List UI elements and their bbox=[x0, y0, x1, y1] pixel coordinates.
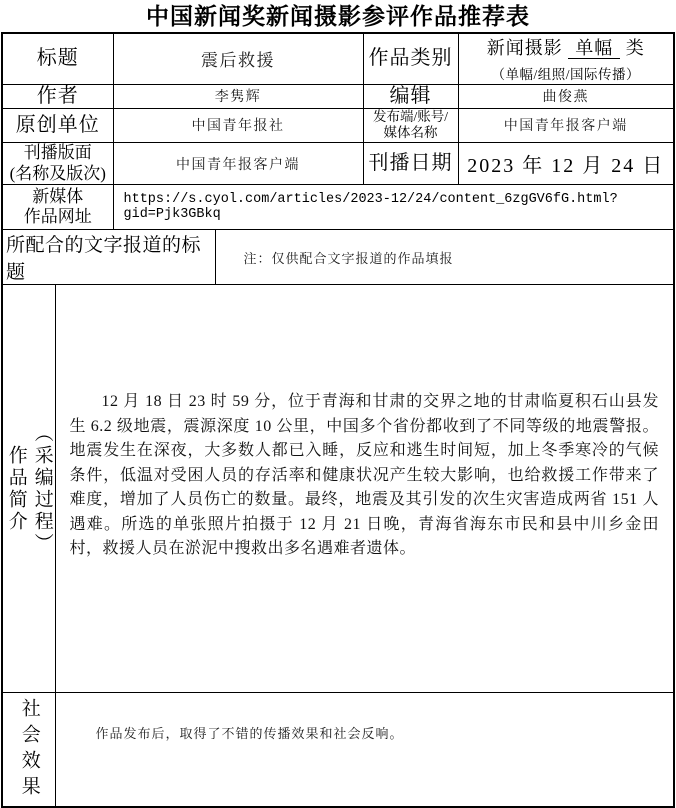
url-value-cell bbox=[113, 185, 674, 230]
recommendation-form-table bbox=[1, 32, 675, 808]
row-author bbox=[2, 84, 674, 108]
page-label-line1: 刊播版面 bbox=[23, 143, 92, 163]
date-label-cell bbox=[363, 143, 458, 185]
author-label-cell bbox=[2, 84, 113, 108]
channel-value-cell bbox=[458, 108, 674, 143]
page-value-cell bbox=[113, 143, 363, 185]
org-value-cell bbox=[113, 108, 363, 143]
channel-label-cell bbox=[363, 108, 458, 143]
category-prefix: 新闻摄影 bbox=[486, 38, 563, 59]
url-label-line2: 作品网址 bbox=[23, 207, 92, 227]
url-value: https://s.cyol.com/articles/2023-12/24/content_6zgGV6fG.html?gid=Pjk3GBkq bbox=[123, 192, 618, 223]
title-label-cell bbox=[2, 33, 113, 84]
row-social bbox=[2, 693, 674, 807]
category-underlined-choice: 单幅 bbox=[568, 38, 620, 59]
url-label-cell bbox=[2, 185, 113, 230]
row-text-report bbox=[2, 230, 674, 285]
category-suffix: 类 bbox=[625, 38, 645, 59]
intro-label-cell bbox=[2, 285, 55, 693]
title-value: 震后救援 bbox=[201, 51, 275, 71]
author-label: 作者 bbox=[36, 84, 79, 107]
title-label: 标题 bbox=[36, 47, 79, 70]
editor-label: 编辑 bbox=[389, 84, 432, 107]
title-value-cell bbox=[113, 33, 363, 84]
text-report-note-cell bbox=[215, 230, 674, 285]
date-value-cell bbox=[458, 143, 674, 185]
category-label: 作品类别 bbox=[368, 47, 453, 70]
category-value-line bbox=[459, 34, 674, 60]
category-label-cell bbox=[363, 33, 458, 84]
text-report-label: 所配合的文字报道的标题 bbox=[6, 235, 202, 284]
row-intro bbox=[2, 285, 674, 693]
row-publication bbox=[2, 143, 674, 185]
row-title bbox=[2, 33, 674, 84]
editor-value-cell bbox=[458, 84, 674, 108]
row-url bbox=[2, 185, 674, 230]
page-title: 中国新闻奖新闻摄影参评作品推荐表 bbox=[146, 3, 530, 29]
row-org bbox=[2, 108, 674, 143]
category-options: （单幅/组照/国际传播） bbox=[491, 67, 640, 83]
intro-text-cell bbox=[55, 285, 674, 693]
text-report-note: 注：仅供配合文字报道的作品填报 bbox=[243, 250, 454, 266]
channel-label-line2: 媒体名称 bbox=[383, 125, 438, 141]
page-label-cell bbox=[2, 143, 113, 185]
social-text-cell bbox=[55, 693, 674, 807]
social-text: 作品发布后，取得了不错的传播效果和社会反响。 bbox=[95, 726, 404, 742]
date-label: 刊播日期 bbox=[368, 152, 453, 175]
page-value: 中国青年报客户端 bbox=[176, 157, 300, 173]
intro-label bbox=[3, 423, 55, 555]
intro-label-col-right: （采编过程） bbox=[31, 422, 53, 555]
social-label-cell bbox=[2, 693, 55, 807]
text-report-label-cell bbox=[2, 230, 215, 285]
org-value: 中国青年报社 bbox=[191, 119, 285, 135]
org-label: 原创单位 bbox=[15, 113, 100, 136]
page-label-line2: (名称及版次) bbox=[9, 163, 106, 183]
intro-label-col-left: 作品简介 bbox=[5, 444, 27, 533]
url-label-line1: 新媒体 bbox=[32, 186, 84, 206]
org-label-cell bbox=[2, 108, 113, 143]
intro-text: 12 月 18 日 23 时 59 分，位于青海和甘肃的交界之地的甘肃临夏积石山县发生 6.2 级地震，震源深度 10 公里，中国多个省份都收到了不同等级的地震警报。地震发生在深夜，大多数人都已入睡，反应和逃生时间短，加上冬季寒冷的气候条件，低温对受困人员的存活率和健康状况产生较大影响，也给救援工作带来了难度，增加了人员伤亡的数量。最终，地震及其引发的次生灾害造成两省 151 人遇难。所选的单张照片拍摄于 12 月 21 日晚，青海省海东市民和县中川乡金田村，救援人员在淤泥中搜救出多名遇难者遗体。 bbox=[69, 393, 659, 557]
channel-value: 中国青年报客户端 bbox=[503, 119, 628, 135]
editor-label-cell bbox=[363, 84, 458, 108]
social-label-text: 社会效果 bbox=[18, 697, 40, 802]
date-value: 2023 年 12 月 24 日 bbox=[467, 155, 665, 178]
editor-value: 曲俊燕 bbox=[542, 90, 589, 105]
category-value-cell bbox=[458, 33, 674, 84]
channel-label-line1: 发布端/账号/ bbox=[372, 108, 448, 124]
author-value-cell bbox=[113, 84, 363, 108]
author-value: 李隽辉 bbox=[214, 90, 262, 105]
